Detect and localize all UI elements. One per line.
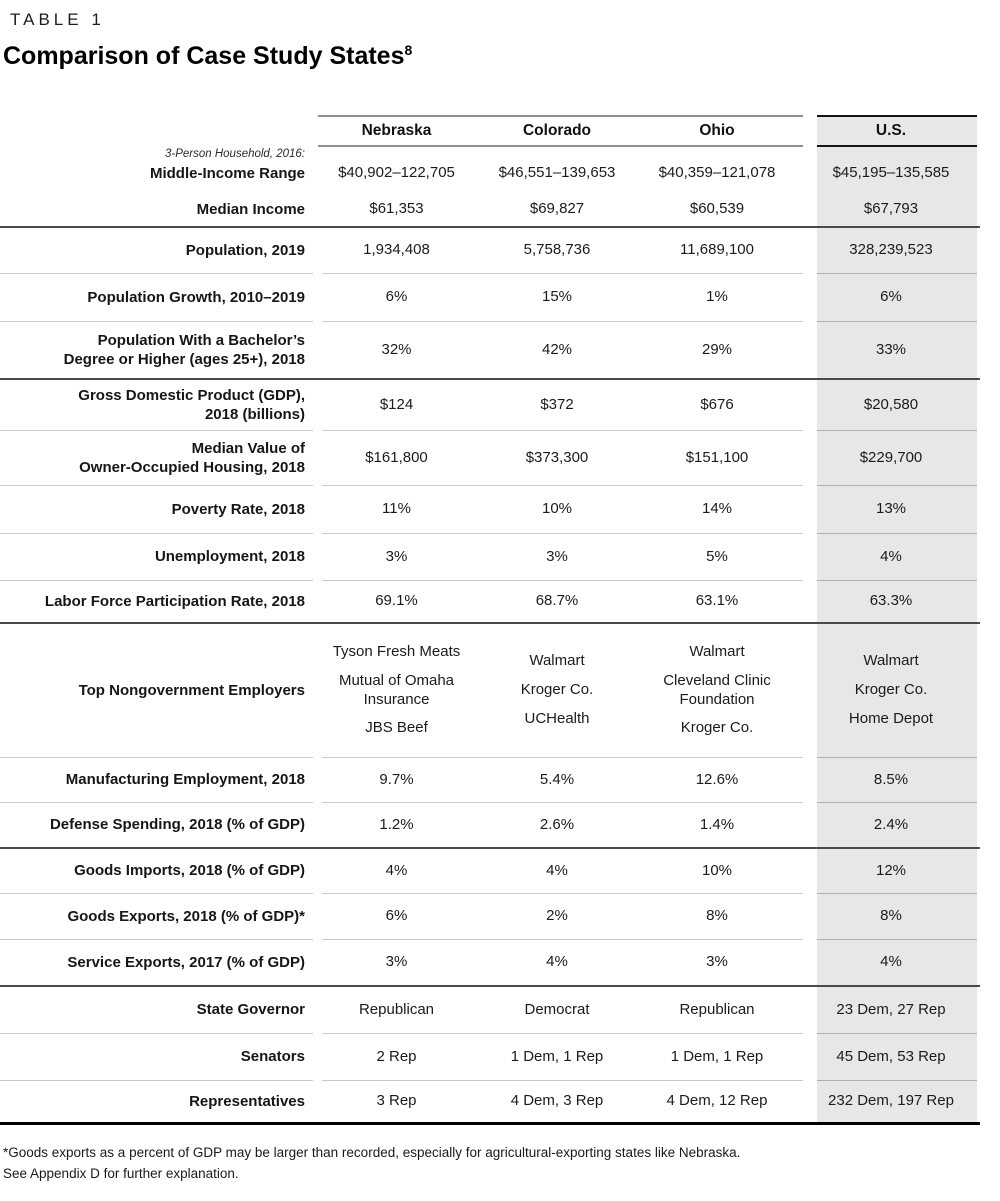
row-label: Goods Imports, 2018 (% of GDP) [74,862,305,880]
table-row [0,534,980,580]
cell-colorado: $373,300 [525,448,589,466]
footnote-superscript: 8 [404,42,413,58]
cell-ohio: 4 Dem, 12 Rep [666,1092,768,1110]
cell-colorado: 2% [546,907,568,925]
cell-nebraska: 6% [385,907,408,925]
column-header-row [0,117,980,145]
cell-ohio: $151,100 [685,448,749,466]
cell-nebraska: 11% [382,500,411,518]
column-header-colorado: Colorado [522,122,592,140]
cell-us: 23 Dem, 27 Rep [836,1000,946,1018]
cell-colorado: 68.7% [535,592,579,610]
table-number-label: TABLE 1 [10,10,105,29]
row-divider [0,430,980,431]
cell-us: 2.4% [873,815,909,833]
table-row [0,322,980,378]
cell-nebraska: 69.1% [375,592,418,610]
cell-colorado: $46,551–139,653 [498,164,616,182]
cell-nebraska: 4% [385,861,408,879]
cell-ohio: 11,689,100 [680,241,754,259]
cell-us: 63.3% [869,592,913,610]
cell-us: 4% [880,547,902,565]
cell-us: $67,793 [863,200,919,218]
table-row [0,803,980,847]
cell-colorado: Democrat [524,1000,590,1018]
row-label: Senators [240,1048,305,1066]
cell-ohio: $676 [700,395,734,413]
cell-ohio: 63.1% [695,592,739,610]
table-title-block [3,8,412,72]
table-row [0,147,980,193]
cell-ohio: 8% [706,907,728,925]
cell-us: 13% [875,500,907,518]
row-divider [0,1080,980,1081]
row-label: Representatives [189,1092,305,1110]
cell-ohio: 1.4% [699,815,735,833]
table-bottom-rule [0,1122,980,1125]
cell-ohio: 1% [706,288,728,306]
cell-us: 12% [875,861,907,879]
row-label: Goods Exports, 2018 (% of GDP)* [67,907,305,925]
cell-colorado: 1 Dem, 1 Rep [510,1047,604,1065]
cell-colorado: 10% [541,500,573,518]
cell-nebraska: 3% [385,953,408,971]
row-divider [0,580,980,581]
cell-us: 6% [880,288,902,306]
cell-ohio: $60,539 [689,200,745,218]
cell-ohio: 1 Dem, 1 Rep [670,1047,764,1065]
table-row [0,894,980,939]
cell-nebraska: $124 [379,395,414,413]
table-row [0,274,980,321]
row-label: Top Nongovernment Employers [78,681,305,699]
cell-colorado: Walmart Kroger Co. UCHealth [520,652,594,727]
cell-colorado: $372 [540,395,574,413]
cell-us: $229,700 [859,448,923,466]
cell-us: 33% [875,340,907,358]
cell-nebraska: Republican [358,1000,435,1018]
row-divider [0,273,980,274]
table-title [3,34,412,72]
cell-nebraska: $40,902–122,705 [338,164,455,182]
cell-colorado: $69,827 [529,200,585,218]
cell-ohio: 3% [706,953,728,971]
cell-us: 232 Dem, 197 Rep [828,1092,954,1110]
row-label: Service Exports, 2017 (% of GDP) [67,953,305,971]
cell-nebraska: 32% [381,340,412,358]
table-row [0,940,980,985]
row-label: Population With a Bachelor’s Degree or Higher (ages 25+), 2018 [63,331,305,368]
cell-ohio: 12.6% [695,770,739,788]
cell-colorado: 5.4% [539,770,575,788]
row-note: 3-Person Household, 2016: [164,148,305,161]
row-divider [0,1033,980,1034]
row-label: Median Value of Owner-Occupied Housing, 2018 [79,439,305,476]
cell-nebraska: 2 Rep [376,1047,417,1065]
header-top-rule [0,115,980,117]
cell-us: 4% [880,953,902,971]
cell-nebraska: 3% [385,547,408,565]
footnote [3,1142,983,1184]
table-row [0,431,980,485]
table-row-employers [0,624,980,757]
table-row [0,758,980,802]
cell-ohio: 29% [701,340,733,358]
cell-ohio: 14% [701,500,733,518]
table-row [0,193,980,226]
row-label: Population, 2019 [185,241,305,259]
column-header-nebraska: Nebraska [361,122,432,140]
cell-colorado: 4% [546,953,568,971]
table-row [0,581,980,622]
cell-ohio: 10% [701,861,733,879]
row-label: Labor Force Participation Rate, 2018 [44,592,305,610]
cell-ohio: Republican [679,1000,755,1018]
table-row [0,380,980,430]
cell-nebraska: 1,934,408 [363,241,430,259]
cell-nebraska: 1.2% [379,815,414,833]
cell-colorado: 42% [541,340,573,358]
cell-colorado: 2.6% [539,815,575,833]
column-header-ohio: Ohio [699,122,735,140]
row-label: Defense Spending, 2018 (% of GDP) [49,816,305,834]
cell-us: 45 Dem, 53 Rep [836,1047,946,1065]
cell-ohio: Walmart Cleveland Clinic Foundation Kroger Co. [663,643,771,737]
cell-us: $45,195–135,585 [832,164,950,182]
cell-us: 8.5% [873,770,909,788]
row-label: Median Income [196,200,305,218]
footnote-line-2: See Appendix D for further explanation. [3,1166,239,1181]
cell-us: 8% [880,907,902,925]
cell-nebraska: $61,353 [369,200,424,218]
row-divider [0,321,980,322]
row-label: Manufacturing Employment, 2018 [65,771,305,789]
table-title-text: Comparison of Case Study States [3,42,405,70]
cell-colorado: 15% [541,288,573,306]
cell-us: Walmart Kroger Co. Home Depot [848,652,934,727]
table-row [0,486,980,533]
cell-nebraska: 9.7% [379,770,414,788]
row-divider [0,533,980,534]
cell-nebraska: Tyson Fresh Meats Mutual of Omaha Insurance JBS Beef [332,643,461,737]
cell-colorado: 4% [546,861,568,879]
row-label: State Governor [196,1001,305,1019]
row-label: 3-Person Household, 2016: Middle-Income Range [0,148,311,193]
row-divider [0,485,980,486]
cell-us: 328,239,523 [849,241,933,259]
table-row [0,987,980,1033]
row-divider [0,939,980,940]
row-divider [0,802,980,803]
table-row [0,849,980,893]
row-label: Unemployment, 2018 [154,548,305,566]
table-row [0,1034,980,1080]
column-header-us: U.S. [875,122,907,140]
row-label: Gross Domestic Product (GDP), 2018 (billions) [78,386,305,423]
row-divider [0,893,980,894]
header-bottom-rule [0,145,980,147]
cell-colorado: 5,758,736 [523,241,591,259]
cell-us: $20,580 [863,395,919,413]
row-label: Population Growth, 2010–2019 [87,288,305,306]
footnote-line-1: *Goods exports as a percent of GDP may be larger than recorded, especially for agricultural-exporting states like Nebraska. [3,1145,741,1160]
comparison-table [0,115,980,1125]
cell-ohio: $40,359–121,078 [658,164,776,182]
cell-nebraska: 3 Rep [376,1092,417,1110]
table-row [0,1081,980,1122]
cell-nebraska: 6% [385,288,408,306]
cell-colorado: 3% [546,547,568,565]
row-label: Poverty Rate, 2018 [171,500,305,518]
cell-colorado: 4 Dem, 3 Rep [510,1092,604,1110]
cell-nebraska: $161,800 [365,448,428,466]
table-row [0,228,980,273]
cell-ohio: 5% [706,547,728,565]
row-divider [0,757,980,758]
